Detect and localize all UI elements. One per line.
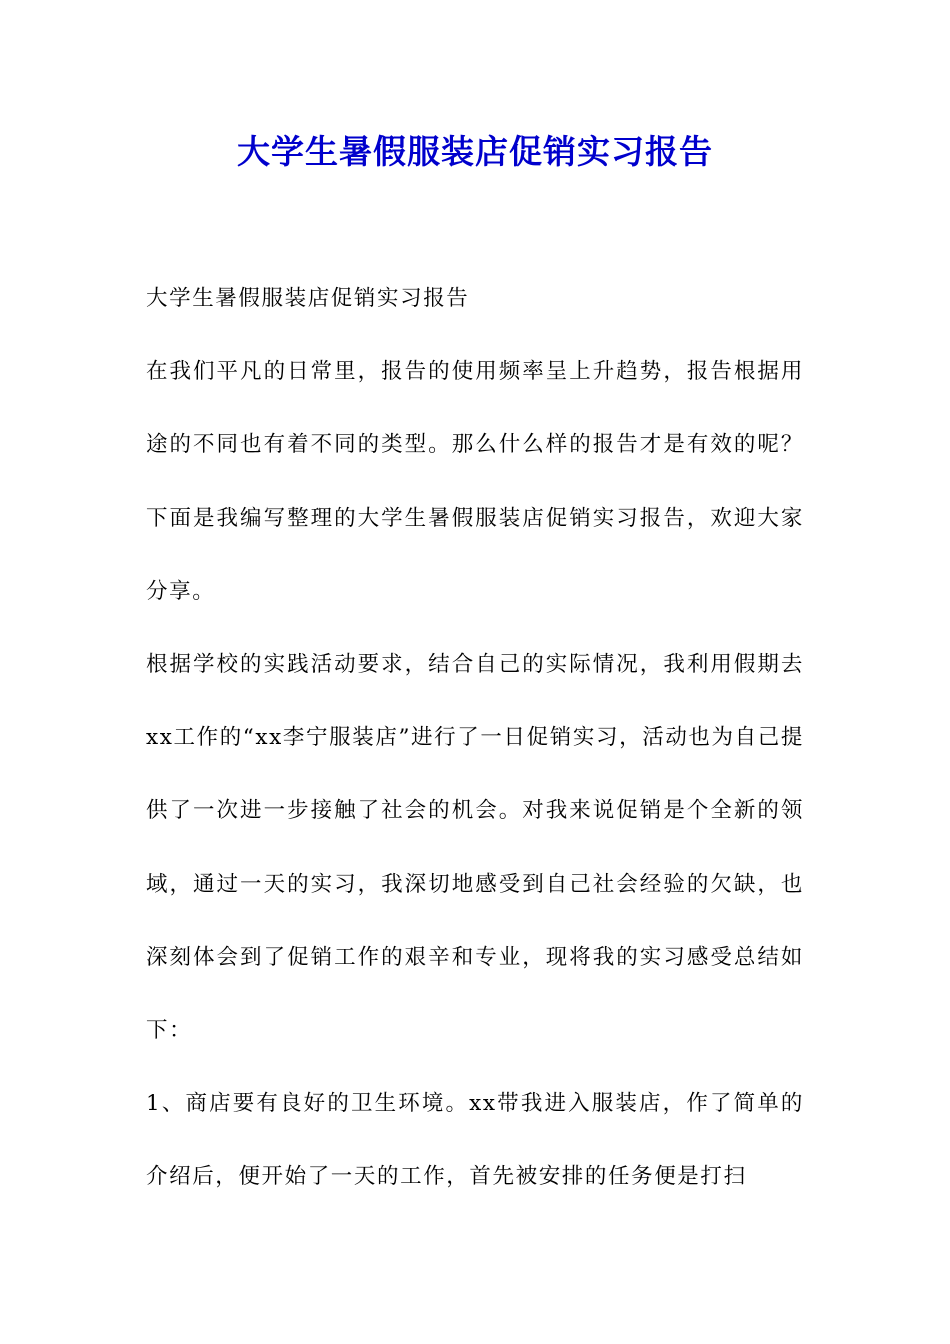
document-title: 大学生暑假服装店促销实习报告 <box>237 132 713 171</box>
body-paragraph-point-1: 1、商店要有良好的卫生环境。xx带我进入服装店，作了简单的介绍后，便开始了一天的工作，首先被安排的任务便是打扫 <box>146 1091 804 1190</box>
body-paragraph-intro: 在我们平凡的日常里，报告的使用频率呈上升趋势，报告根据用途的不同也有着不同的类型。那么什么样的报告才是有效的呢？下面是我编写整理的大学生暑假服装店促销实习报告，欢迎大家分享。 <box>146 359 804 604</box>
body-paragraph-subtitle: 大学生暑假服装店促销实习报告 <box>146 286 470 311</box>
body-paragraph-background: 根据学校的实践活动要求，结合自己的实际情况，我利用假期去xx工作的“xx李宁服装店”进行了一日促销实习，活动也为自己提供了一次进一步接触了社会的机会。对我来说促销是个全新的领域，通过一天的实习，我深切地感受到自己社会经验的欠缺，也深刻体会到了促销工作的艰辛和专业，现将我的实习感受总结如下： <box>146 652 804 1044</box>
document-body <box>146 262 804 1214</box>
